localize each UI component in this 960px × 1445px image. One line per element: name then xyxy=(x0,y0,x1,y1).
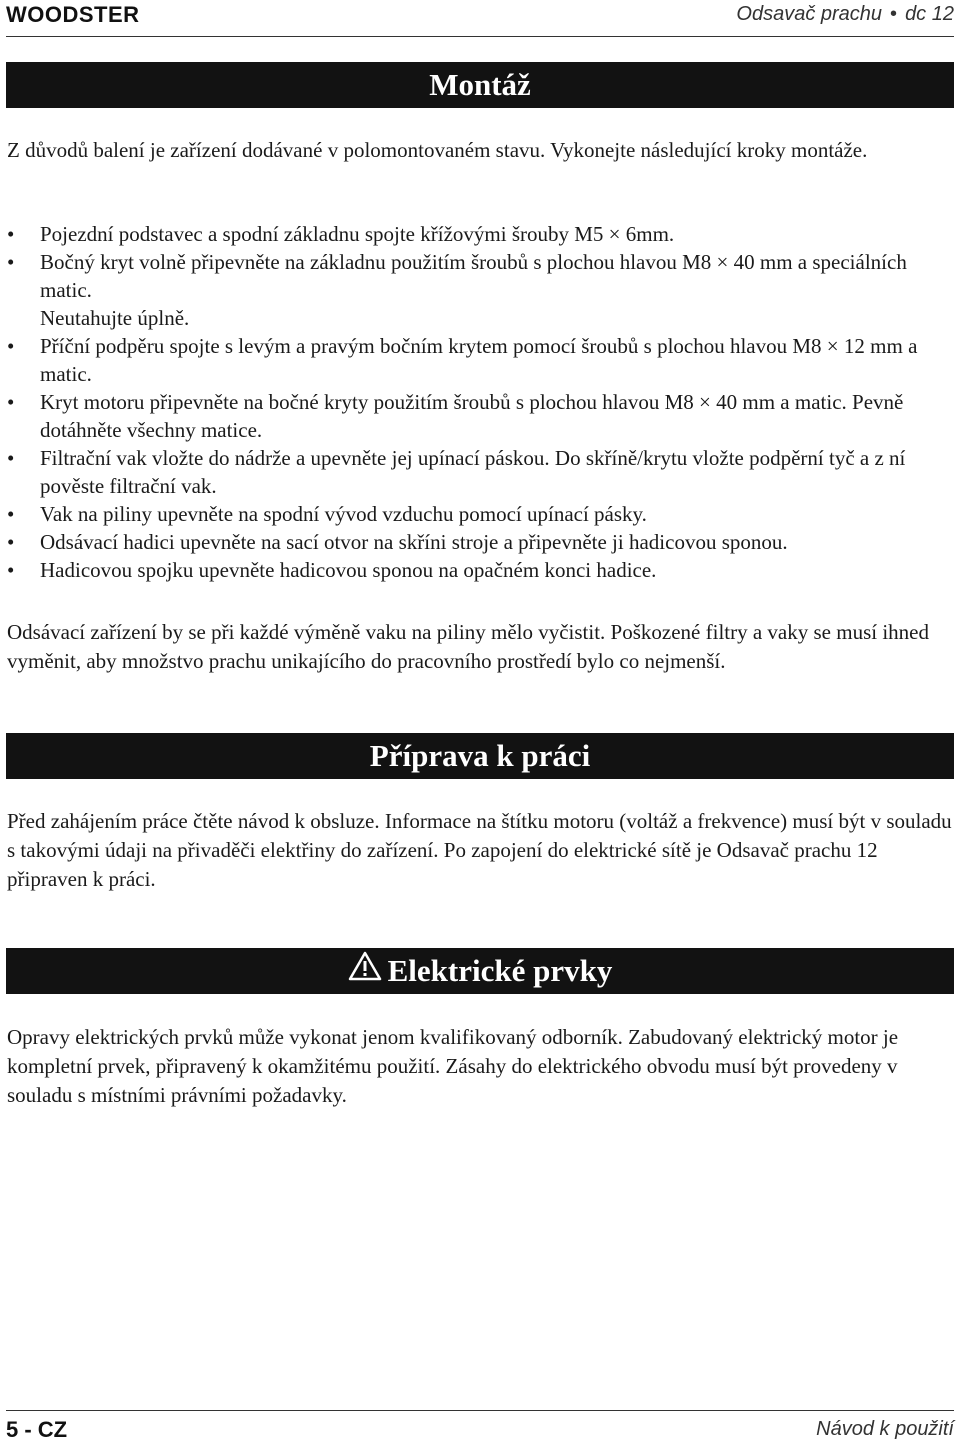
section-banner-priprava xyxy=(6,733,954,779)
montaz-intro: Z důvodů balení je zařízení dodávané v polomontovaném stavu. Vykonejte následující kroky montáže. xyxy=(7,138,868,162)
step-text: Kryt motoru připevněte na bočné kryty použitím šroubů s plochou hlavou M8 × 40 mm a matic. Pevně dotáhněte všechny matice. xyxy=(40,390,904,442)
product-name: Odsavač prachu xyxy=(736,3,883,25)
brand-name: WOODSTER xyxy=(6,2,140,27)
list-item xyxy=(7,500,947,528)
step-text: Pojezdní podstavec a spodní základnu spojte křížovými šrouby M5 × 6mm. xyxy=(40,222,675,246)
list-item xyxy=(7,556,947,584)
bullet-icon: • xyxy=(7,558,15,582)
step-text: Odsávací hadici upevněte na sací otvor na skříni stroje a připevněte ji hadicovou sponou. xyxy=(40,530,788,554)
bullet-icon: • xyxy=(7,446,15,470)
header-separator: • xyxy=(890,3,898,25)
manual-title: Návod k použití xyxy=(816,1418,954,1440)
header-product-info xyxy=(736,3,954,26)
section-banner-montaz xyxy=(6,62,954,108)
step-text: Filtrační vak vložte do nádrže a upevněte jej upínací páskou. Do skříně/krytu vložte podpěrní tyč a z ní pověste filtrační vak. xyxy=(40,446,906,498)
page-footer xyxy=(6,1410,954,1445)
bullet-icon: • xyxy=(7,222,15,246)
section-title-elektricke: Elektrické prvky xyxy=(387,953,613,988)
priprava-text: Před zahájením práce čtěte návod k obsluze. Informace na štítku motoru (voltáž a frekvence) musí být v souladu s takovými údaji na přivaděči elektřiny do zařízení. Po zapojení do elektrické sítě je Odsavač prachu 12 připraven k práci. xyxy=(7,809,952,891)
elektricke-text: Opravy elektrických prvků může vykonat jenom kvalifikovaný odborník. Zabudovaný elektrický motor je kompletní prvek, připravený k okamžitému použití. Zásahy do elektrického obvodu musí být provedeny v souladu s místními právními požadavky. xyxy=(7,1025,899,1107)
section-title-montaz: Montáž xyxy=(429,67,531,102)
list-item xyxy=(7,444,947,500)
list-item xyxy=(7,332,947,388)
montaz-closing: Odsávací zařízení by se při každé výměně vaku na piliny mělo vyčistit. Poškozené filtry a vaky se musí ihned vyměnit, aby množstvo prachu unikajícího do pracovního prostředí bylo co nejmenší. xyxy=(7,620,929,673)
list-item xyxy=(7,528,947,556)
step-text: Vak na piliny upevněte na spodní vývod vzduchu pomocí upínací pásky. xyxy=(40,502,647,526)
bullet-icon: • xyxy=(7,502,15,526)
bullet-icon: • xyxy=(7,530,15,554)
list-item xyxy=(7,220,947,248)
product-model: dc 12 xyxy=(905,3,954,25)
step-note: Neutahujte úplně. xyxy=(40,306,190,330)
warning-triangle-icon xyxy=(348,948,382,994)
page-header xyxy=(6,0,954,37)
list-item xyxy=(7,248,947,332)
step-text: Bočný kryt volně připevněte na základnu použitím šroubů s plochou hlavou M8 × 40 mm a speciálních matic. xyxy=(40,250,907,302)
section-title-priprava: Příprava k práci xyxy=(369,738,591,773)
step-text: Příční podpěru spojte s levým a pravým bočním krytem pomocí šroubů s plochou hlavou M8 × 12 mm a matic. xyxy=(40,334,918,386)
bullet-icon: • xyxy=(7,334,15,358)
bullet-icon: • xyxy=(7,250,15,274)
step-text: Hadicovou spojku upevněte hadicovou sponou na opačném konci hadice. xyxy=(40,558,657,582)
page-number: 5 - CZ xyxy=(6,1417,68,1442)
section-banner-elektricke xyxy=(6,948,954,994)
bullet-icon: • xyxy=(7,390,15,414)
list-item xyxy=(7,388,947,444)
assembly-steps-list xyxy=(7,220,947,584)
